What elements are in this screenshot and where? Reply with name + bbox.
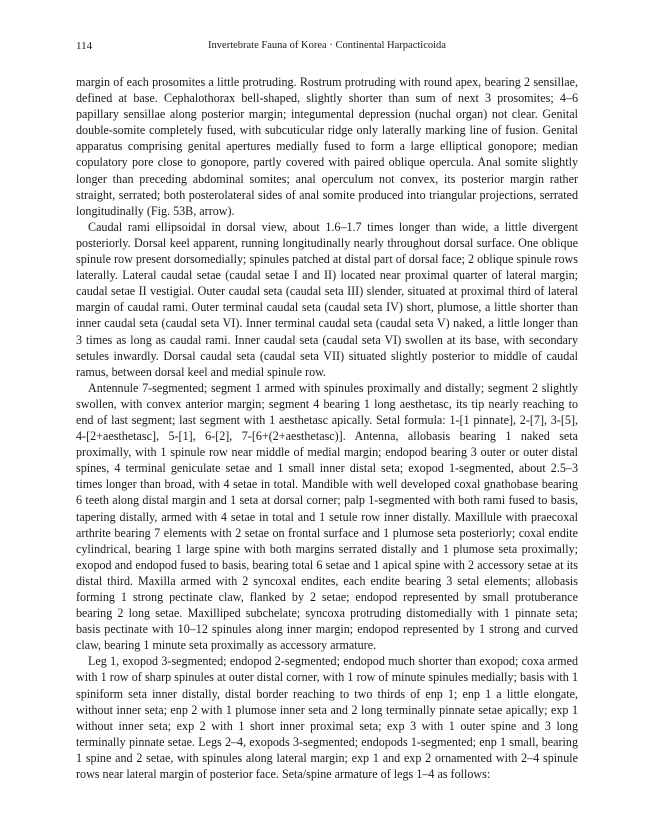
paragraph-caudal-rami: Caudal rami ellipsoidal in dorsal view, about 1.6–1.7 times longer than wide, a little divergent posteriorly. Dorsal keel apparent, running longitudinally nearly throughout dorsal surface. One oblique spinule row present dorsomedially; spinules patched at distal part of dorsal face; 2 oblique spinule rows laterally. Lateral caudal setae (caudal setae I and II) located near proximal quarter of lateral margin; caudal setae II vestigial. Outer caudal seta (caudal seta III) slender, situated at proximal third of lateral margin of caudal rami. Outer terminal caudal seta (caudal seta IV) short, plumose, a little shorter than inner caudal seta (caudal seta VI). Inner terminal caudal seta (caudal seta V) naked, a little longer than 3 times as long as caudal rami. Inner caudal seta (caudal seta VI) swollen at its base, with secondary setules inwardly. Dorsal caudal seta (caudal seta VII) situated slightly posterior to middle of caudal ramus, between dorsal keel and medial spinule row. — [76, 219, 578, 379]
running-title: Invertebrate Fauna of Korea · Continental Harpacticoida — [208, 40, 446, 51]
paragraph-prosome-description: margin of each prosomites a little protruding. Rostrum protruding with round apex, bearing 2 sensillae, defined at base. Cephalothorax bell-shaped, slightly shorter than sum of next 3 prosomites; 4–6 papillary sensillae along posterior margin; integumental depression (nuchal organ) not clear. Genital double-somite completely fused, with subcuticular ridge only laterally marking line of fusion. Genital apparatus comprising genital apertures medially fused to form a large elliptical gonopore; median copulatory pore close to gonopore, partly covered with paired oblique opercula. Anal somite slightly longer than preceding abdominal somites; anal operculum not convex, its posterior margin rather straight, serrated; both posterolateral sides of anal somite produced into triangular projections, serrated longitudinally (Fig. 53B, arrow). — [76, 75, 578, 218]
paragraph-legs: Leg 1, exopod 3-segmented; endopod 2-segmented; endopod much shorter than exopod; coxa armed with 1 row of sharp spinules at outer distal corner, with 1 row of minute spinules medially; basis with 1 spiniform seta inner distally, distal border reaching to two thirds of enp 1; enp 1 a little elongate, without inner seta; enp 2 with 1 plumose inner seta and 2 long terminally pinnate setae apically; exp 1 without inner seta; exp 2 with 1 short inner proximal seta; exp 3 with 1 outer spine and 3 long terminally pinnate setae. Legs 2–4, exopods 3-segmented; endopods 1-segmented; enp 1 small, bearing 1 spine and 2 setae, with spinules along lateral margin; exp 1 and exp 2 ornamented with 2–4 spinule rows near lateral margin of posterior face. Seta/spine armature of legs 1–4 as follows: — [76, 654, 578, 782]
page — [76, 38, 578, 782]
page-number: 114 — [76, 40, 93, 52]
running-head — [76, 38, 578, 54]
body-text — [76, 74, 578, 782]
paragraph-mouthparts: Antennule 7-segmented; segment 1 armed with spinules proximally and distally; segment 2 slightly swollen, with convex anterior margin; segment 4 bearing 1 long aesthetasc, its tip nearly reaching to end of last segment; last segment with 1 aesthetasc apically. Setal formula: 1-[1 pinnate], 2-[7], 3-[5], 4-[2+aesthetasc], 5-[1], 6-[2], 7-[6+(2+aesthetasc)]. Antenna, allobasis bearing 1 naked seta proximally, with 1 spinule row near middle of medial margin; endopod bearing 3 outer or outer distal spines, 4 terminal geniculate setae and 1 small inner distal seta; exopod 1-segmented, about 2.5–3 times longer than broad, with 4 setae in total. Mandible with well developed coxal gnathobase bearing 6 teeth along distal margin and 1 seta at dorsal corner; palp 1-segmented with both rami fused to basis, tapering distally, armed with 4 setae in total and 1 setule row inner distally. Maxillule with praecoxal arthrite bearing 7 elements with 2 setae on frontal surface and 1 plumose seta posteriorly; coxal endite cylindrical, bearing 1 large spine with both margins serrated distally and 1 plumose seta proximally; exopod and endopod fused to basis, bearing total 6 setae and 1 apical spine with 2 accessory setae at its distal third. Maxilla armed with 2 syncoxal endites, each endite bearing 3 setal elements; allobasis forming 1 strong pectinate claw, flanked by 2 setae; endopod represented by small protuberance bearing 2 long setae. Maxilliped subchelate; syncoxa protruding distomedially with 1 pinnate seta; basis pectinate with 10–12 spinules along inner margin; endopod represented by 1 strong and curved claw, bearing 1 minute seta proximally as accessory armature. — [76, 380, 578, 653]
